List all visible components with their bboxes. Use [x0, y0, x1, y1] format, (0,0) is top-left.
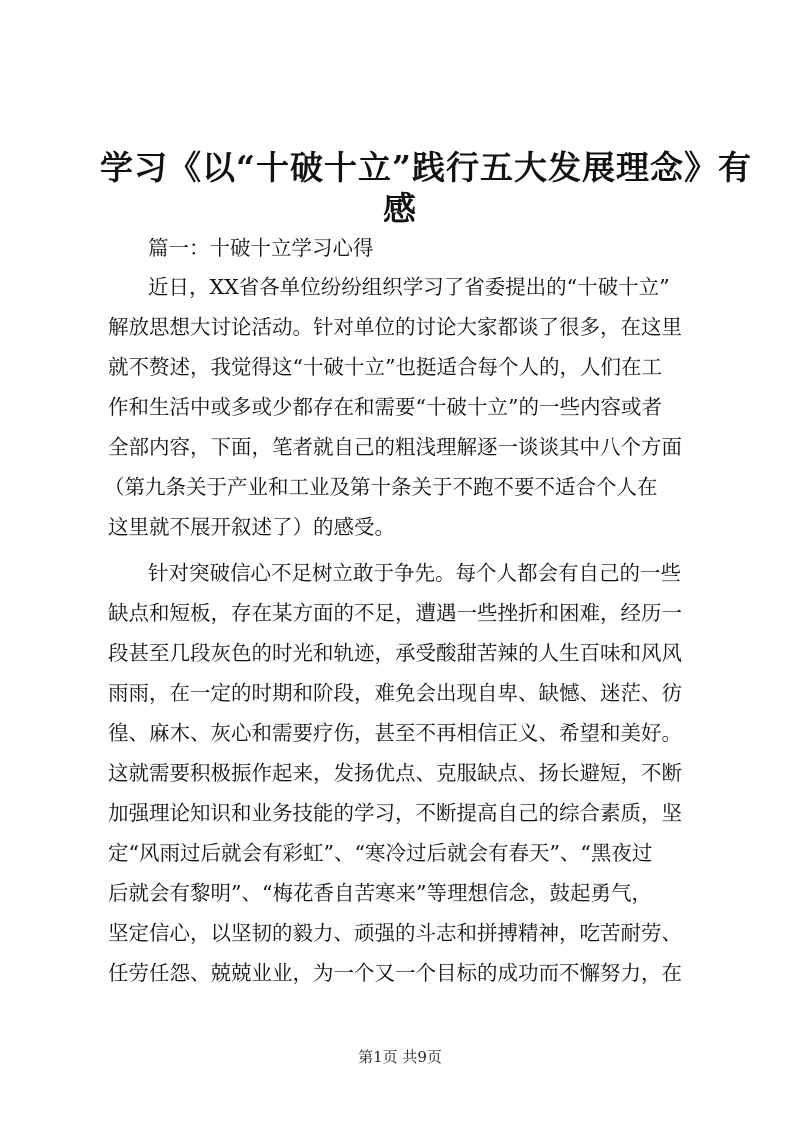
paragraph-line: （第九条关于产业和工业及第十条关于不跑不要不适合个人在 [104, 475, 658, 499]
paragraph-line: 加强理论知识和业务技能的学习，不断提高自己的综合素质，坚 [108, 801, 682, 825]
paragraph-line: 解放思想大讨论活动。针对单位的讨论大家都谈了很多，在这里 [108, 315, 682, 339]
paragraph-line: 针对突破信心不足树立敢于争先。每个人都会有自己的一些 [148, 561, 681, 585]
paragraph-line: 定“风雨过后就会有彩虹”、“寒冷过后就会有春天”、“黑夜过 [108, 841, 653, 865]
paragraph-line: 这就需要积极振作起来，发扬优点、克服缺点、扬长避短，不断 [108, 761, 682, 785]
paragraph-line: 就不赘述，我觉得这“十破十立”也挺适合每个人的，人们在工 [108, 355, 662, 379]
paragraph-line: 近日，XX省各单位纷纷组织学习了省委提出的“十破十立” [148, 275, 670, 299]
document-title-line-2: 感 [383, 189, 417, 228]
paragraph-line: 雨雨，在一定的时期和阶段，难免会出现自卑、缺憾、迷茫、彷 [108, 681, 682, 705]
paragraph-line: 任劳任怨、兢兢业业，为一个又一个目标的成功而不懈努力，在 [108, 961, 682, 985]
paragraph-line: 徨、麻木、灰心和需要疗伤，甚至不再相信正义、希望和美好。 [108, 721, 682, 745]
paragraph-line: 后就会有黎明”、“梅花香自苦寒来”等理想信念，鼓起勇气， [108, 881, 652, 905]
paragraph-line: 坚定信心，以坚韧的毅力、顽强的斗志和拼搏精神，吃苦耐劳、 [108, 921, 682, 945]
document-title-line-1: 学习《以“十破十立”践行五大发展理念》有 [100, 148, 752, 187]
paragraph-line: 段甚至几段灰色的时光和轨迹，承受酸甜苦辣的人生百味和风风 [108, 641, 682, 665]
paragraph-line: 这里就不展开叙述了）的感受。 [108, 515, 395, 539]
paragraph-line: 全部内容，下面，笔者就自己的粗浅理解逐一谈谈其中八个方面 [108, 435, 682, 459]
paragraph-line: 缺点和短板，存在某方面的不足，遭遇一些挫折和困难，经历一 [108, 601, 682, 625]
paragraph-line: 作和生活中或多或少都存在和需要“十破十立”的一些内容或者 [108, 395, 662, 419]
section-heading: 篇一：十破十立学习心得 [148, 236, 374, 260]
page-number-footer: 第1页 共9页 [358, 1048, 442, 1066]
